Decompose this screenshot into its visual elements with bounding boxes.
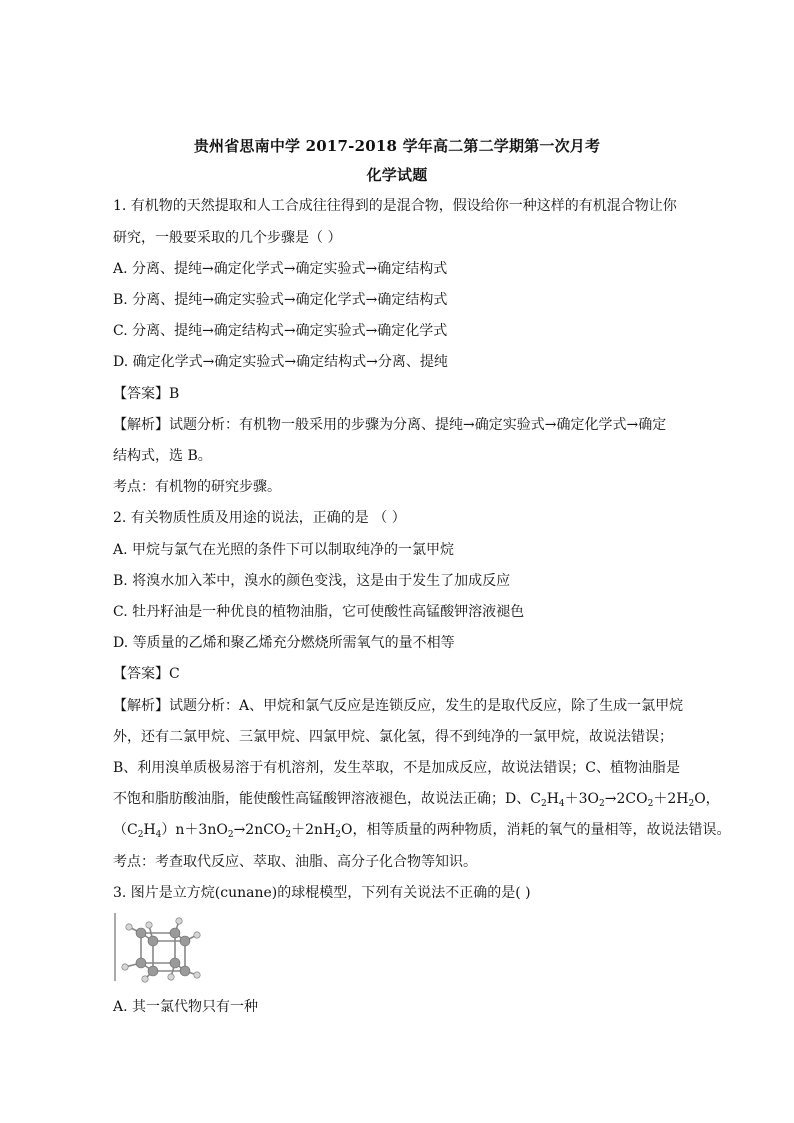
- cubane-ball-stick-model-image: [113, 911, 203, 983]
- q2-answer: 【答案】C: [113, 666, 180, 682]
- eq1-products: $+3O_2\to 2CO_2+2H_2O$，: [564, 791, 720, 809]
- q1-option-d: D. 确定化学式→确定实验式→确定结构式→分离、提纯: [113, 354, 448, 370]
- q2-option-d: D. 等质量的乙烯和聚乙烯充分燃烧所需氧气的量不相等: [113, 635, 455, 651]
- q2-analysis-line5: $(C_2H_4)n+3nO_2\to 2nCO_2+2nH_2O$，相等质量的两种物质，消耗的氧气的量相等，故说法错误。: [113, 822, 731, 840]
- q1-stem-line2: 研究，一般要采取的几个步骤是（ ）: [113, 230, 342, 246]
- q2-analysis-line4: [113, 789, 720, 811]
- q2-stem: 2. 有关物质性质及用途的说法，正确的是 （ ）: [113, 510, 406, 526]
- q1-stem-line1: 1. 有机物的天然提取和人工合成往往得到的是混合物，假设给你一种这样的有机混合物让你: [113, 198, 677, 214]
- q1-option-a: A. 分离、提纯→确定化学式→确定实验式→确定结构式: [113, 261, 448, 277]
- document-title: 贵州省思南中学 2017-2018 学年高二第二学期第一次月考: [193, 137, 601, 155]
- q1-analysis-line1: 【解析】试题分析：有机物一般采用的步骤为分离、提纯→确定实验式→确定化学式→确定: [113, 417, 667, 433]
- q1-knowledge-point: 考点：有机物的研究步骤。: [113, 479, 281, 495]
- q2-option-b: B. 将溴水加入苯中，溴水的颜色变浅，这是由于发生了加成反应: [113, 573, 511, 589]
- q2-analysis-line1: 【解析】试题分析：A、甲烷和氯气反应是连锁反应，发生的是取代反应，除了生成一氯甲烷: [113, 698, 684, 714]
- q3-option-a: A. 其一氯代物只有一种: [113, 999, 259, 1015]
- q1-option-b: B. 分离、提纯→确定实验式→确定化学式→确定结构式: [113, 292, 448, 308]
- q2-option-a: A. 甲烷与氯气在光照的条件下可以制取纯净的一氯甲烷: [113, 542, 455, 558]
- document-subtitle: 化学试题: [366, 166, 428, 184]
- q2-knowledge-point: 考点：考查取代反应、萃取、油脂、高分子化合物等知识。: [113, 854, 477, 870]
- q2-analysis-line3: B、利用溴单质极易溶于有机溶剂，发生萃取，不是加成反应，故说法错误；C、植物油脂是: [113, 760, 680, 776]
- q3-stem: 3. 图片是立方烷(cunane)的球棍模型，下列有关说法不正确的是( ): [113, 885, 531, 901]
- eq1-ethylene: $C_2H_4$: [530, 791, 565, 809]
- q1-answer: 【答案】B: [113, 386, 180, 402]
- q1-option-c: C. 分离、提纯→确定结构式→确定实验式→确定化学式: [113, 323, 448, 339]
- q2-analysis-line2: 外，还有二氯甲烷、三氯甲烷、四氯甲烷、氯化氢，得不到纯净的一氯甲烷，故说法错误；: [113, 729, 673, 745]
- q2-analysis-line4-text: 不饱和脂肪酸油脂，能使酸性高锰酸钾溶液褪色，故说法正确；D、: [113, 791, 531, 807]
- q1-analysis-line2: 结构式，选 B。: [113, 448, 212, 464]
- q2-option-c: C. 牡丹籽油是一种优良的植物油脂，它可使酸性高锰酸钾溶液褪色: [113, 604, 525, 620]
